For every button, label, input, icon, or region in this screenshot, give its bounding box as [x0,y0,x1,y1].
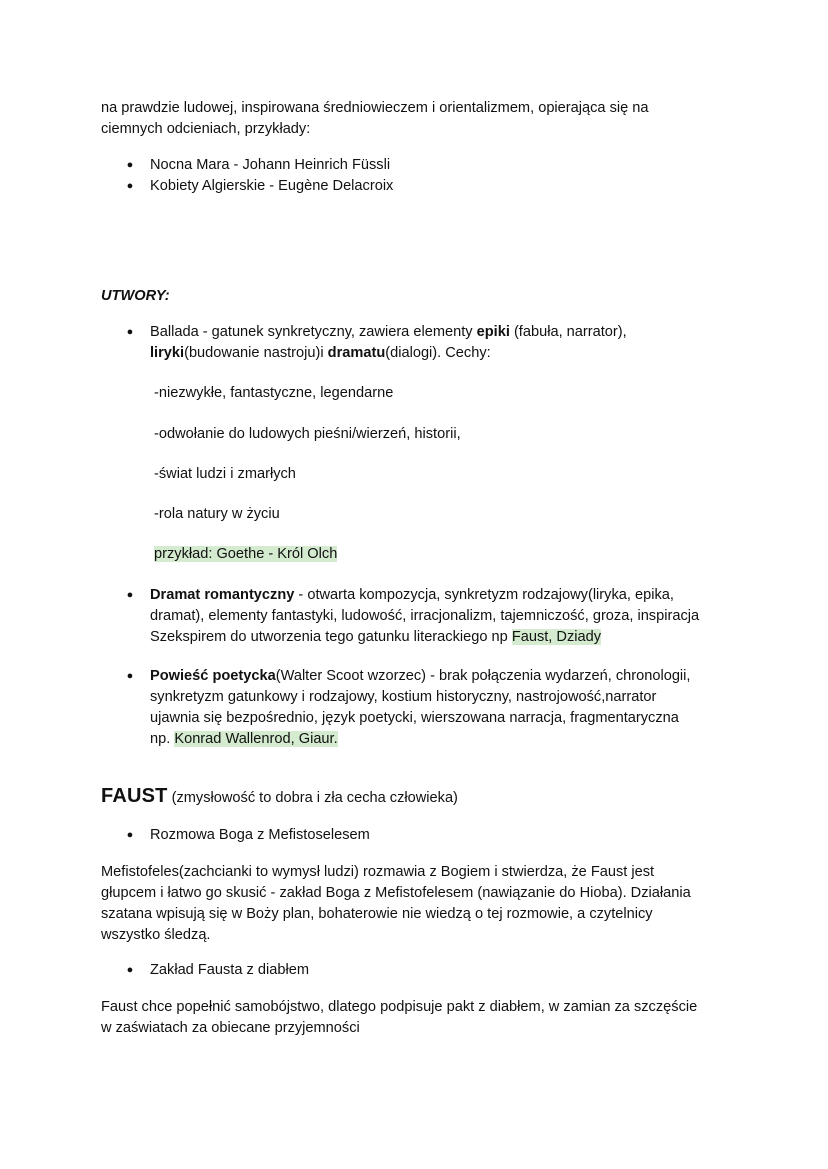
list-item: ● Rozmowa Boga z Mefistoselesem [124,825,744,846]
intro-line-1: na prawdzie ludowej, inspirowana średniowieczem i orientalizmem, opierająca się na [101,100,649,116]
faust-heading [101,786,458,809]
bullet-icon: ● [126,670,134,682]
powiesc-item: ● Powieść poetycka(Walter Scoot wzorzec) - brak połączenia wydarzeń, chronologii, synkretyzm gatunkowy i rodzajowy, kostium historyczny, nastrojowość,narrator ujawnia się bezpośrednio, język poetycki, wierszowana narracja, fragmentaryczna np. Konrad Wallenrod, Giaur. [124,666,744,750]
highlighted-example: Faust, Dziady [511,629,602,645]
dramatu-bold: dramatu [327,345,386,361]
ballada-item: ● Ballada - gatunek synkretyczny, zawiera elementy epiki (fabuła, narrator), liryki(budowanie nastroju)i dramatu(dialogi). Cechy: [124,322,744,364]
bullet-icon: ● [126,964,134,976]
highlighted-example: przykład: Goethe - Król Olch [154,546,338,562]
faust-paragraph-1: Mefistofeles(zachcianki to wymysł ludzi) rozmawia z Bogiem i stwierdza, że Faust jest głupcem i łatwo go skusić - zakład Boga z Mefistofelesem (nawiązanie do Hioba). Działania szatana wpisują się w Boży plan, bohaterowie nie wiedzą o tej rozmowie, a czytelnicy wszystko śledzą. [101,864,691,943]
ballada-feature: -niezwykłe, fantastyczne, legendarne [154,385,394,401]
ballada-term: Ballada [150,324,199,340]
highlighted-example: Konrad Wallenrod, Giaur. [174,731,338,747]
list-item [124,176,744,197]
faust-subtitle: (zmysłowość to dobra i zła cecha człowieka) [167,790,458,806]
intro-line-2: ciemnych odcieniach, przykłady: [101,121,311,137]
powiesc-term: Powieść poetycka [150,668,276,684]
bullet-icon: ● [126,589,134,601]
liryki-bold: liryki [150,345,185,361]
ballada-feature: -świat ludzi i zmarłych [154,466,296,482]
dramat-term: Dramat romantyczny [150,587,295,603]
example-text: Nocna Mara - Johann Heinrich Füssli [150,157,391,173]
faust-title: FAUST [101,785,168,807]
bullet-icon: ● [126,159,134,171]
bullet-icon: ● [126,829,134,841]
list-item [124,155,744,176]
intro-paragraph [101,98,741,140]
list-item: ● Zakład Fausta z diabłem [124,960,744,981]
ballada-feature: -rola natury w życiu [154,506,280,522]
epiki-bold: epiki [476,324,510,340]
bullet-icon: ● [126,326,134,338]
dramat-item: ● Dramat romantyczny - otwarta kompozycja, synkretyzm rodzajowy(liryka, epika, dramat), elementy fantastyki, ludowość, irracjonalizm, tajemniczość, groza, inspiracja Szekspirem do utworzenia tego gatunku literackiego np Faust, Dziady [124,585,744,648]
section-heading-utwory: UTWORY: [101,288,170,304]
example-text: Kobiety Algierskie - Eugène Delacroix [150,178,394,194]
bullet-icon: ● [126,180,134,192]
faust-paragraph-2: Faust chce popełnić samobójstwo, dlatego podpisuje pakt z diabłem, w zamian za szczęście w zaświatach za obiecane przyjemności [101,999,698,1036]
ballada-example [154,544,734,565]
ballada-feature: -odwołanie do ludowych pieśni/wierzeń, historii, [154,426,461,442]
